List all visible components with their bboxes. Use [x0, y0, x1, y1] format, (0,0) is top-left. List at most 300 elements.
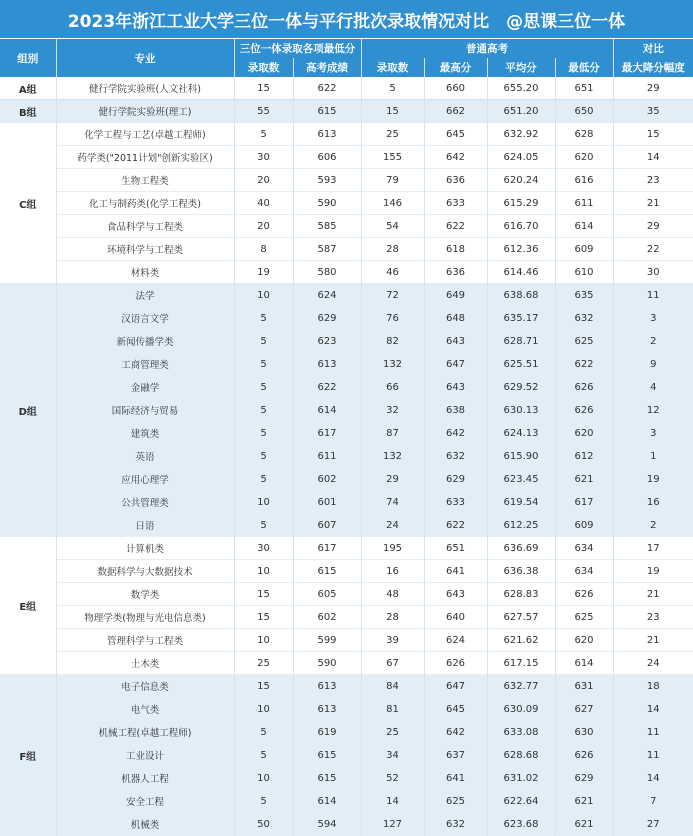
value-cell: 620 — [555, 146, 613, 169]
value-cell: 18 — [613, 675, 693, 698]
value-cell: 614 — [555, 215, 613, 238]
value-cell: 35 — [613, 100, 693, 123]
value-cell: 50 — [234, 813, 293, 836]
value-cell: 10 — [234, 767, 293, 790]
major-name: 药学类("2011计划"创新实验区) — [56, 146, 234, 169]
major-name: 健行学院实验班(人文社科) — [56, 77, 234, 100]
table-row — [0, 583, 693, 606]
major-name: 建筑类 — [56, 422, 234, 445]
table-title: 2023年浙江工业大学三位一体与平行批次录取情况对比 @思课三位一体 — [0, 0, 693, 39]
value-cell: 618 — [424, 238, 487, 261]
value-cell: 15 — [234, 606, 293, 629]
value-cell: 613 — [293, 123, 361, 146]
value-cell: 648 — [424, 307, 487, 330]
value-cell: 623.45 — [487, 468, 555, 491]
value-cell: 16 — [613, 491, 693, 514]
value-cell: 32 — [361, 399, 424, 422]
value-cell: 636.69 — [487, 537, 555, 560]
table-row — [0, 698, 693, 721]
value-cell: 616.70 — [487, 215, 555, 238]
value-cell: 8 — [234, 238, 293, 261]
header-major: 专业 — [56, 39, 234, 77]
value-cell: 12 — [613, 399, 693, 422]
value-cell: 601 — [293, 491, 361, 514]
major-name: 应用心理学 — [56, 468, 234, 491]
value-cell: 5 — [234, 307, 293, 330]
value-cell: 622 — [293, 77, 361, 100]
value-cell: 615 — [293, 767, 361, 790]
value-cell: 610 — [555, 261, 613, 284]
table-row — [0, 399, 693, 422]
value-cell: 602 — [293, 606, 361, 629]
table-row — [0, 445, 693, 468]
value-cell: 3 — [613, 422, 693, 445]
value-cell: 624 — [424, 629, 487, 652]
value-cell: 587 — [293, 238, 361, 261]
value-cell: 655.20 — [487, 77, 555, 100]
value-cell: 127 — [361, 813, 424, 836]
major-name: 土木类 — [56, 652, 234, 675]
table-row — [0, 215, 693, 238]
value-cell: 630.09 — [487, 698, 555, 721]
value-cell: 5 — [234, 422, 293, 445]
value-cell: 625 — [555, 330, 613, 353]
group-label: A组 — [0, 77, 56, 100]
value-cell: 638.68 — [487, 284, 555, 307]
value-cell: 643 — [424, 376, 487, 399]
table-row — [0, 468, 693, 491]
value-cell: 649 — [424, 284, 487, 307]
major-name: 健行学院实验班(理工) — [56, 100, 234, 123]
value-cell: 14 — [361, 790, 424, 813]
header-putong: 普通高考 — [361, 39, 613, 58]
value-cell: 635 — [555, 284, 613, 307]
subheader-cell: 录取数 — [361, 58, 424, 77]
value-cell: 621 — [555, 468, 613, 491]
value-cell: 155 — [361, 146, 424, 169]
table-row — [0, 284, 693, 307]
value-cell: 631 — [555, 675, 613, 698]
value-cell: 628 — [555, 123, 613, 146]
value-cell: 629 — [424, 468, 487, 491]
major-name: 日语 — [56, 514, 234, 537]
value-cell: 5 — [234, 514, 293, 537]
value-cell: 620 — [555, 629, 613, 652]
table-row — [0, 491, 693, 514]
value-cell: 645 — [424, 698, 487, 721]
value-cell: 628.83 — [487, 583, 555, 606]
value-cell: 614 — [555, 652, 613, 675]
group-label: B组 — [0, 100, 56, 123]
value-cell: 638 — [424, 399, 487, 422]
value-cell: 5 — [234, 123, 293, 146]
value-cell: 609 — [555, 514, 613, 537]
group-label: E组 — [0, 537, 56, 675]
value-cell: 625.51 — [487, 353, 555, 376]
value-cell: 613 — [293, 353, 361, 376]
value-cell: 632 — [424, 813, 487, 836]
major-name: 新闻传播学类 — [56, 330, 234, 353]
value-cell: 629 — [555, 767, 613, 790]
value-cell: 79 — [361, 169, 424, 192]
value-cell: 5 — [234, 744, 293, 767]
table-row — [0, 376, 693, 399]
value-cell: 642 — [424, 422, 487, 445]
value-cell: 81 — [361, 698, 424, 721]
value-cell: 195 — [361, 537, 424, 560]
value-cell: 641 — [424, 560, 487, 583]
value-cell: 30 — [234, 537, 293, 560]
value-cell: 7 — [613, 790, 693, 813]
value-cell: 620 — [555, 422, 613, 445]
major-name: 物理学类(物理与光电信息类) — [56, 606, 234, 629]
value-cell: 585 — [293, 215, 361, 238]
value-cell: 11 — [613, 721, 693, 744]
value-cell: 17 — [613, 537, 693, 560]
value-cell: 24 — [613, 652, 693, 675]
major-name: 法学 — [56, 284, 234, 307]
value-cell: 19 — [613, 468, 693, 491]
table-row — [0, 77, 693, 100]
value-cell: 633.08 — [487, 721, 555, 744]
value-cell: 623 — [293, 330, 361, 353]
value-cell: 1 — [613, 445, 693, 468]
value-cell: 632.77 — [487, 675, 555, 698]
value-cell: 2 — [613, 514, 693, 537]
value-cell: 30 — [234, 146, 293, 169]
subheader-cell: 最高分 — [424, 58, 487, 77]
value-cell: 612.36 — [487, 238, 555, 261]
value-cell: 5 — [234, 790, 293, 813]
major-name: 电气类 — [56, 698, 234, 721]
value-cell: 616 — [555, 169, 613, 192]
value-cell: 632 — [424, 445, 487, 468]
value-cell: 617 — [293, 537, 361, 560]
value-cell: 15 — [361, 100, 424, 123]
value-cell: 29 — [613, 215, 693, 238]
value-cell: 615 — [293, 100, 361, 123]
value-cell: 5 — [234, 330, 293, 353]
value-cell: 611 — [293, 445, 361, 468]
value-cell: 622 — [424, 215, 487, 238]
value-cell: 40 — [234, 192, 293, 215]
value-cell: 606 — [293, 146, 361, 169]
value-cell: 621 — [555, 813, 613, 836]
value-cell: 5 — [234, 353, 293, 376]
value-cell: 146 — [361, 192, 424, 215]
value-cell: 615 — [293, 744, 361, 767]
value-cell: 640 — [424, 606, 487, 629]
value-cell: 132 — [361, 353, 424, 376]
major-name: 化工与制药类(化学工程类) — [56, 192, 234, 215]
value-cell: 16 — [361, 560, 424, 583]
value-cell: 623.68 — [487, 813, 555, 836]
value-cell: 627.57 — [487, 606, 555, 629]
value-cell: 15 — [234, 583, 293, 606]
value-cell: 641 — [424, 767, 487, 790]
value-cell: 593 — [293, 169, 361, 192]
major-name: 化学工程与工艺(卓越工程师) — [56, 123, 234, 146]
value-cell: 660 — [424, 77, 487, 100]
value-cell: 590 — [293, 192, 361, 215]
table-row — [0, 169, 693, 192]
value-cell: 5 — [361, 77, 424, 100]
subheader-cell: 高考成绩 — [293, 58, 361, 77]
table-row — [0, 606, 693, 629]
subheader-cell: 平均分 — [487, 58, 555, 77]
value-cell: 635.17 — [487, 307, 555, 330]
value-cell: 580 — [293, 261, 361, 284]
value-cell: 10 — [234, 491, 293, 514]
value-cell: 626 — [555, 744, 613, 767]
value-cell: 625 — [424, 790, 487, 813]
value-cell: 30 — [613, 261, 693, 284]
value-cell: 11 — [613, 284, 693, 307]
value-cell: 21 — [613, 192, 693, 215]
value-cell: 54 — [361, 215, 424, 238]
major-name: 国际经济与贸易 — [56, 399, 234, 422]
value-cell: 15 — [613, 123, 693, 146]
value-cell: 14 — [613, 767, 693, 790]
table-row — [0, 146, 693, 169]
major-name: 管理科学与工程类 — [56, 629, 234, 652]
header-duibi: 对比 — [613, 39, 693, 58]
value-cell: 5 — [234, 376, 293, 399]
value-cell: 634 — [555, 537, 613, 560]
value-cell: 617 — [555, 491, 613, 514]
value-cell: 613 — [293, 675, 361, 698]
value-cell: 621 — [555, 790, 613, 813]
value-cell: 614 — [293, 399, 361, 422]
value-cell: 622 — [424, 514, 487, 537]
value-cell: 636.38 — [487, 560, 555, 583]
major-name: 食品科学与工程类 — [56, 215, 234, 238]
value-cell: 23 — [613, 606, 693, 629]
value-cell: 15 — [234, 77, 293, 100]
value-cell: 3 — [613, 307, 693, 330]
value-cell: 82 — [361, 330, 424, 353]
value-cell: 627 — [555, 698, 613, 721]
value-cell: 29 — [613, 77, 693, 100]
table-body — [0, 77, 693, 836]
value-cell: 611 — [555, 192, 613, 215]
value-cell: 5 — [234, 399, 293, 422]
value-cell: 643 — [424, 330, 487, 353]
value-cell: 626 — [424, 652, 487, 675]
value-cell: 67 — [361, 652, 424, 675]
value-cell: 651 — [555, 77, 613, 100]
value-cell: 617 — [293, 422, 361, 445]
table-row — [0, 514, 693, 537]
value-cell: 10 — [234, 560, 293, 583]
major-name: 机械类 — [56, 813, 234, 836]
value-cell: 614 — [293, 790, 361, 813]
subheader-cell: 录取数 — [234, 58, 293, 77]
value-cell: 609 — [555, 238, 613, 261]
value-cell: 629.52 — [487, 376, 555, 399]
value-cell: 46 — [361, 261, 424, 284]
value-cell: 2 — [613, 330, 693, 353]
value-cell: 599 — [293, 629, 361, 652]
admission-comparison-table — [0, 39, 693, 836]
table-row — [0, 537, 693, 560]
value-cell: 624 — [293, 284, 361, 307]
subheader-cell: 最大降分幅度 — [613, 58, 693, 77]
table-row — [0, 721, 693, 744]
table-row — [0, 123, 693, 146]
table-row — [0, 744, 693, 767]
value-cell: 615 — [293, 560, 361, 583]
value-cell: 34 — [361, 744, 424, 767]
major-name: 数据科学与大数据技术 — [56, 560, 234, 583]
value-cell: 642 — [424, 721, 487, 744]
major-name: 机器人工程 — [56, 767, 234, 790]
value-cell: 23 — [613, 169, 693, 192]
major-name: 英语 — [56, 445, 234, 468]
value-cell: 636 — [424, 169, 487, 192]
value-cell: 615.29 — [487, 192, 555, 215]
value-cell: 632 — [555, 307, 613, 330]
value-cell: 9 — [613, 353, 693, 376]
major-name: 安全工程 — [56, 790, 234, 813]
value-cell: 622 — [555, 353, 613, 376]
value-cell: 636 — [424, 261, 487, 284]
value-cell: 28 — [361, 238, 424, 261]
table-row — [0, 261, 693, 284]
value-cell: 650 — [555, 100, 613, 123]
table-row — [0, 307, 693, 330]
value-cell: 76 — [361, 307, 424, 330]
value-cell: 626 — [555, 376, 613, 399]
value-cell: 27 — [613, 813, 693, 836]
value-cell: 15 — [234, 675, 293, 698]
value-cell: 590 — [293, 652, 361, 675]
table-row — [0, 652, 693, 675]
value-cell: 20 — [234, 169, 293, 192]
value-cell: 5 — [234, 721, 293, 744]
value-cell: 630.13 — [487, 399, 555, 422]
value-cell: 612 — [555, 445, 613, 468]
table-row — [0, 790, 693, 813]
value-cell: 622 — [293, 376, 361, 399]
value-cell: 631.02 — [487, 767, 555, 790]
value-cell: 628.71 — [487, 330, 555, 353]
value-cell: 615.90 — [487, 445, 555, 468]
value-cell: 624.13 — [487, 422, 555, 445]
value-cell: 48 — [361, 583, 424, 606]
major-name: 汉语言文学 — [56, 307, 234, 330]
value-cell: 637 — [424, 744, 487, 767]
table-row — [0, 675, 693, 698]
value-cell: 662 — [424, 100, 487, 123]
major-name: 公共管理类 — [56, 491, 234, 514]
table-row — [0, 813, 693, 836]
table-row — [0, 100, 693, 123]
value-cell: 22 — [613, 238, 693, 261]
value-cell: 622.64 — [487, 790, 555, 813]
value-cell: 605 — [293, 583, 361, 606]
value-cell: 634 — [555, 560, 613, 583]
value-cell: 28 — [361, 606, 424, 629]
group-label: D组 — [0, 284, 56, 537]
value-cell: 602 — [293, 468, 361, 491]
value-cell: 21 — [613, 583, 693, 606]
table-row — [0, 192, 693, 215]
value-cell: 645 — [424, 123, 487, 146]
major-name: 电子信息类 — [56, 675, 234, 698]
major-name: 工业设计 — [56, 744, 234, 767]
major-name: 金融学 — [56, 376, 234, 399]
value-cell: 10 — [234, 284, 293, 307]
value-cell: 624.05 — [487, 146, 555, 169]
group-label: F组 — [0, 675, 56, 836]
group-label: C组 — [0, 123, 56, 284]
major-name: 机械工程(卓越工程师) — [56, 721, 234, 744]
value-cell: 614.46 — [487, 261, 555, 284]
table-row — [0, 353, 693, 376]
value-cell: 651 — [424, 537, 487, 560]
value-cell: 647 — [424, 353, 487, 376]
value-cell: 10 — [234, 629, 293, 652]
value-cell: 14 — [613, 146, 693, 169]
value-cell: 72 — [361, 284, 424, 307]
value-cell: 39 — [361, 629, 424, 652]
value-cell: 612.25 — [487, 514, 555, 537]
value-cell: 613 — [293, 698, 361, 721]
value-cell: 619.54 — [487, 491, 555, 514]
value-cell: 14 — [613, 698, 693, 721]
value-cell: 25 — [361, 123, 424, 146]
value-cell: 29 — [361, 468, 424, 491]
value-cell: 25 — [234, 652, 293, 675]
value-cell: 84 — [361, 675, 424, 698]
major-name: 材料类 — [56, 261, 234, 284]
value-cell: 626 — [555, 399, 613, 422]
major-name: 计算机类 — [56, 537, 234, 560]
value-cell: 132 — [361, 445, 424, 468]
table-row — [0, 767, 693, 790]
value-cell: 647 — [424, 675, 487, 698]
value-cell: 629 — [293, 307, 361, 330]
value-cell: 642 — [424, 146, 487, 169]
table-row — [0, 238, 693, 261]
value-cell: 628.68 — [487, 744, 555, 767]
header-group: 组别 — [0, 39, 56, 77]
value-cell: 66 — [361, 376, 424, 399]
value-cell: 24 — [361, 514, 424, 537]
value-cell: 21 — [613, 629, 693, 652]
value-cell: 55 — [234, 100, 293, 123]
value-cell: 651.20 — [487, 100, 555, 123]
subheader-cell: 最低分 — [555, 58, 613, 77]
value-cell: 626 — [555, 583, 613, 606]
value-cell: 619 — [293, 721, 361, 744]
value-cell: 594 — [293, 813, 361, 836]
value-cell: 19 — [234, 261, 293, 284]
value-cell: 633 — [424, 192, 487, 215]
value-cell: 620.24 — [487, 169, 555, 192]
value-cell: 4 — [613, 376, 693, 399]
value-cell: 5 — [234, 468, 293, 491]
value-cell: 5 — [234, 445, 293, 468]
table-row — [0, 422, 693, 445]
value-cell: 52 — [361, 767, 424, 790]
value-cell: 632.92 — [487, 123, 555, 146]
major-name: 数学类 — [56, 583, 234, 606]
value-cell: 25 — [361, 721, 424, 744]
table-row — [0, 560, 693, 583]
value-cell: 617.15 — [487, 652, 555, 675]
